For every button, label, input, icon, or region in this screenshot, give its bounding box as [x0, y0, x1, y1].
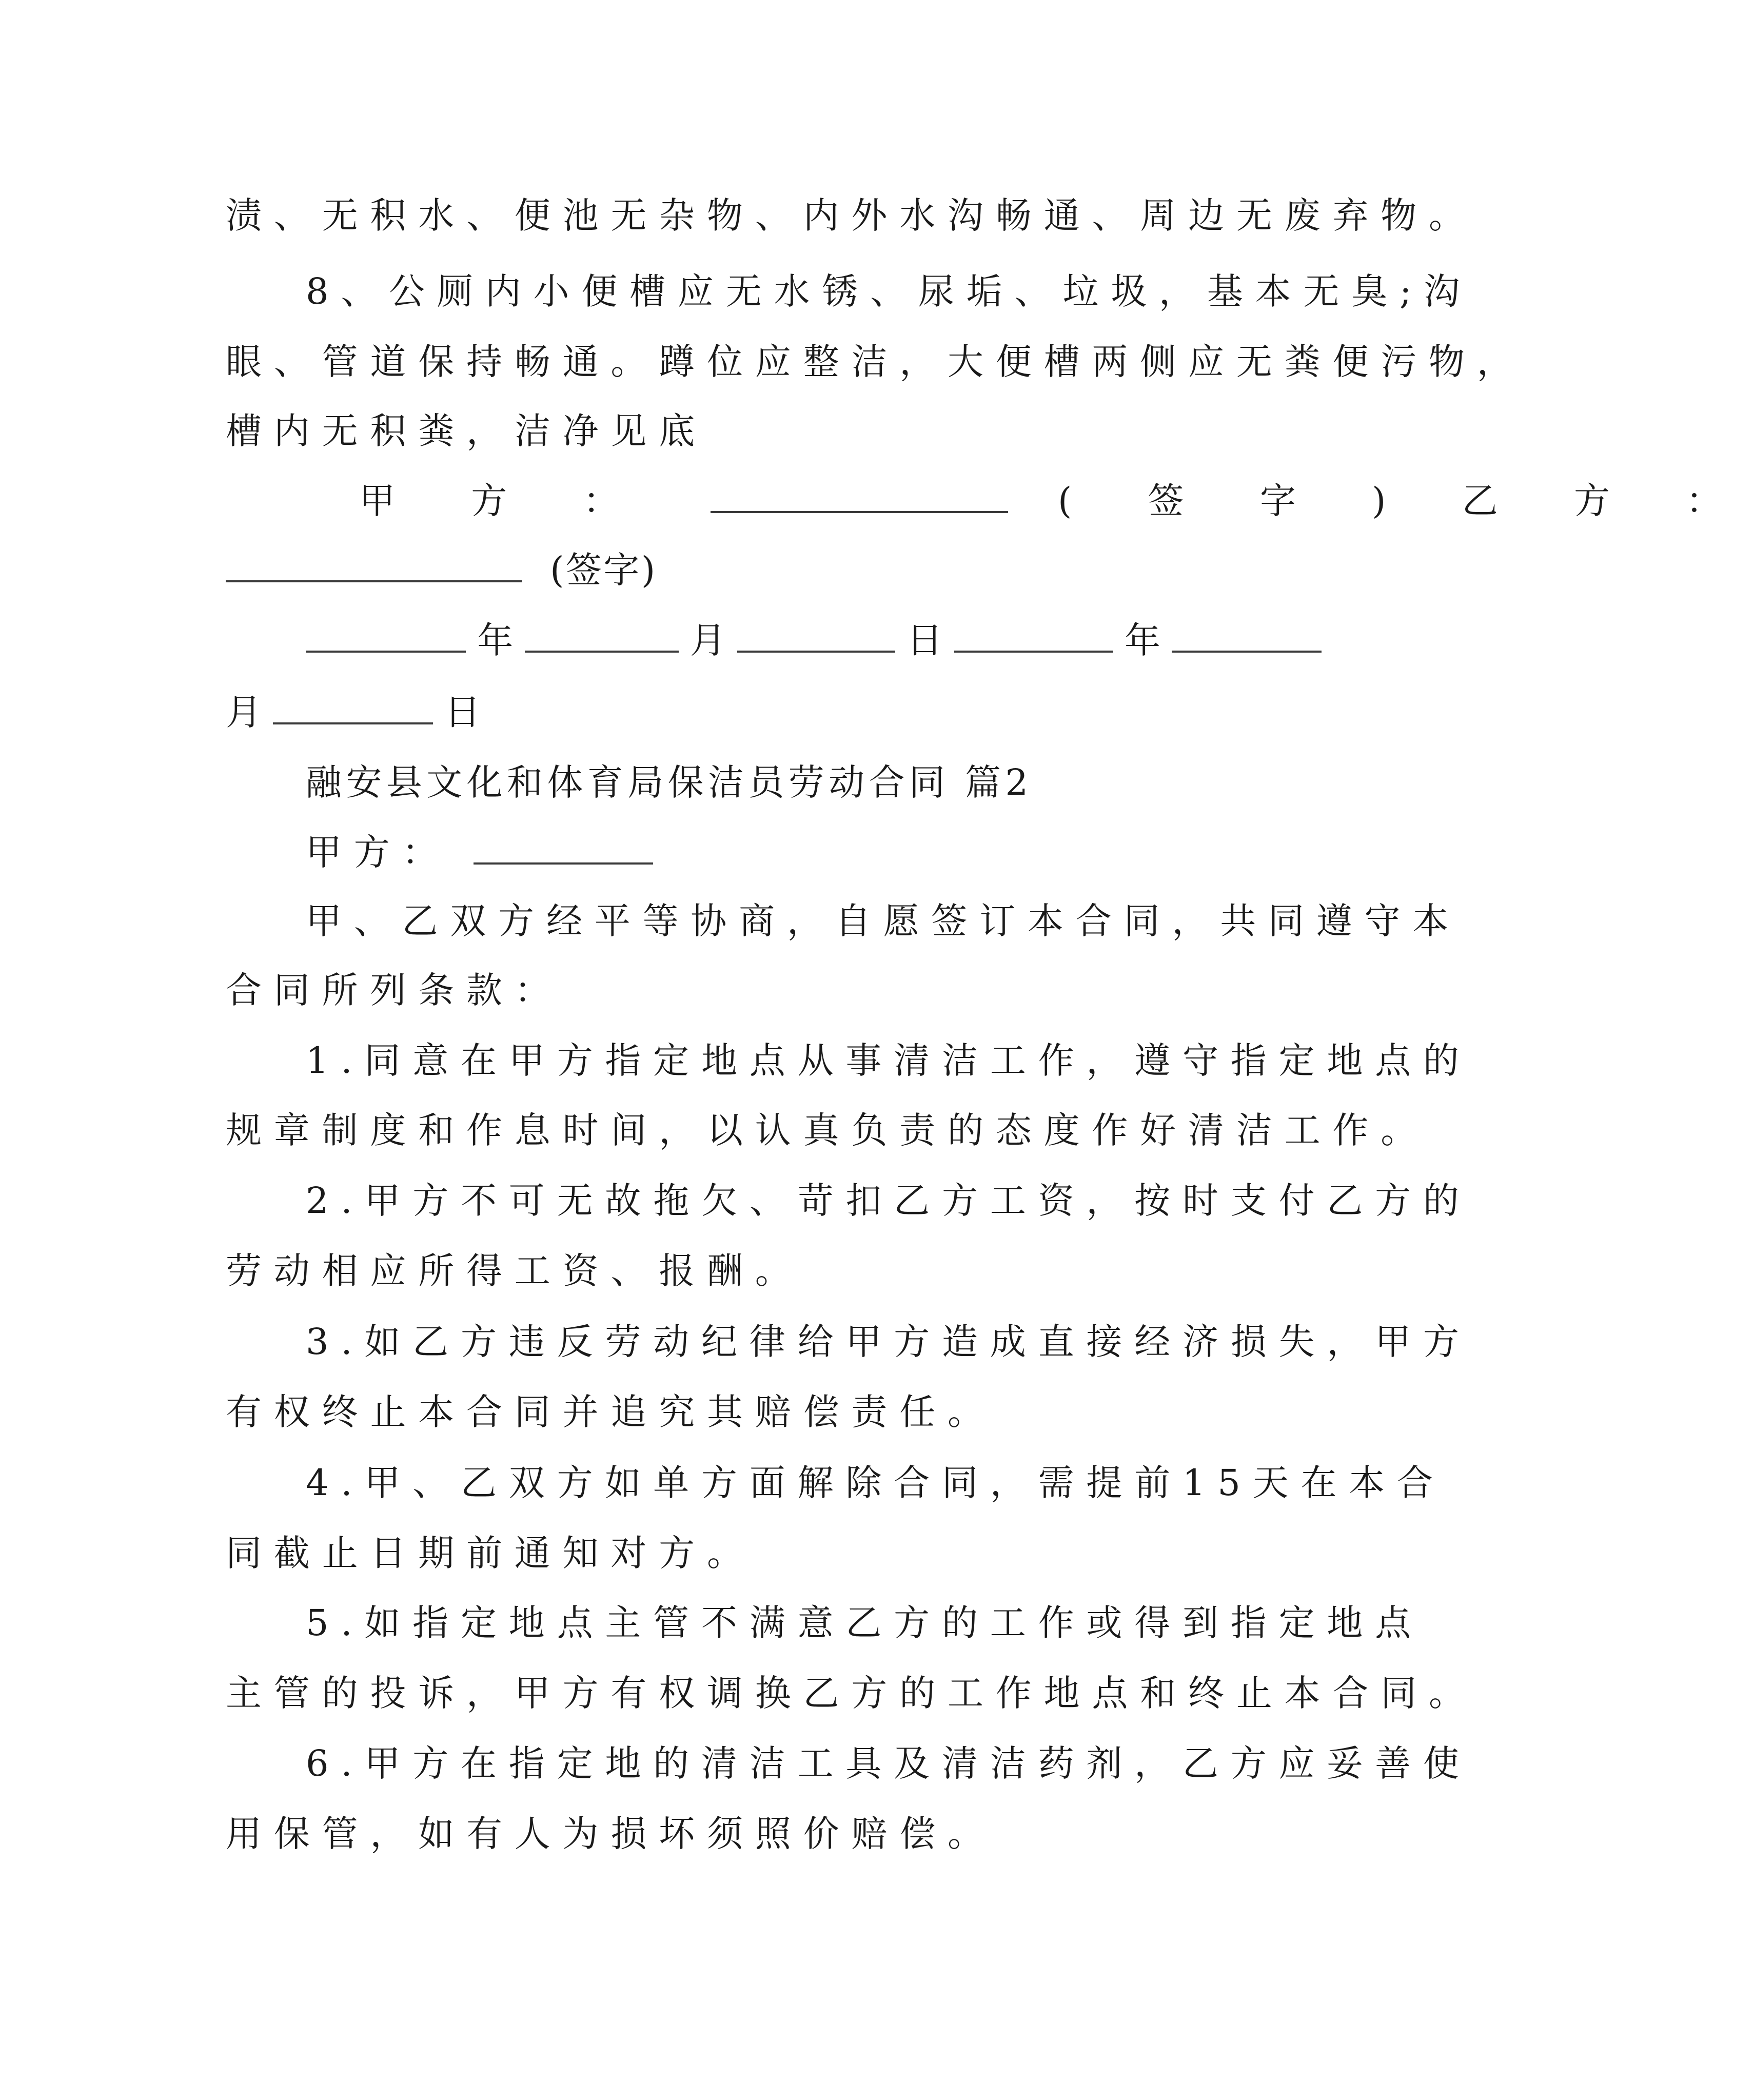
party-a-label: 甲 方 ：: [359, 480, 652, 522]
paragraph-line: 甲、乙双方经平等协商，自愿签订本合同，共同遵守本: [306, 900, 1461, 942]
clause-line: 5.如指定地点主管不满意乙方的工作或得到指定地点: [306, 1602, 1423, 1644]
year-label: 年: [477, 619, 514, 661]
year-blank: [306, 622, 466, 653]
clause-line: 同截止日期前通知对方。: [226, 1532, 755, 1574]
clause-line: 规章制度和作息时间，以认真负责的态度作好清洁工作。: [226, 1109, 1429, 1151]
day-blank: [273, 694, 433, 724]
clause-line: 4.甲、乙双方如单方面解除合同，需提前15天在本合: [306, 1462, 1445, 1504]
paragraph-line: 合同所列条款：: [226, 969, 563, 1011]
day-blank: [737, 622, 895, 653]
year-label: 年: [1124, 619, 1160, 661]
signature-line: [226, 549, 1272, 593]
clause-line: 6.甲方在指定地的清洁工具及清洁药剂，乙方应妥善使: [306, 1742, 1471, 1784]
party-a-line: [306, 831, 1272, 875]
clause-line: 2.甲方不可无故拖欠、苛扣乙方工资，按时支付乙方的: [306, 1180, 1471, 1222]
day-label: 日: [906, 619, 943, 661]
signature-note: ( 签 字 ): [1058, 480, 1418, 522]
year-blank: [954, 622, 1113, 653]
clause-line: 3.如乙方违反劳动纪律给甲方造成直接经济损失，甲方: [306, 1321, 1471, 1363]
party-b-signature-blank: [226, 552, 522, 582]
date-line: [306, 619, 1352, 663]
signature-line: [359, 480, 1754, 523]
paragraph-line: 槽内无积粪，洁净见底: [226, 410, 707, 452]
clause-line: 劳动相应所得工资、报酬。: [226, 1250, 803, 1292]
clause-line: 用保管，如有人为损坏须照价赔偿。: [226, 1813, 996, 1855]
party-a-signature-blank: [711, 482, 1008, 513]
paragraph-line: 眼、管道保持畅通。蹲位应整洁，大便槽两侧应无粪便污物，: [226, 341, 1525, 383]
party-a-label: 甲方：: [306, 831, 450, 873]
paragraph-line: 渍、无积水、便池无杂物、内外水沟畅通、周边无废弃物。: [226, 194, 1477, 237]
signature-note: (签字): [550, 549, 657, 591]
clause-line: 1.同意在甲方指定地点从事清洁工作，遵守指定地点的: [306, 1039, 1471, 1082]
month-blank: [525, 622, 679, 653]
paragraph-line: 8、公厕内小便槽应无水锈、尿垢、垃圾，基本无臭;沟: [306, 270, 1472, 312]
day-label: 日: [444, 691, 481, 733]
party-a-name-blank: [474, 834, 653, 865]
clause-line: 有权终止本合同并追究其赔偿责任。: [226, 1391, 996, 1433]
month-label: 月: [689, 619, 726, 661]
month-label: 月: [226, 691, 262, 733]
month-blank: [1172, 622, 1322, 653]
clause-line: 主管的投诉，甲方有权调换乙方的工作地点和终止本合同。: [226, 1672, 1477, 1714]
party-b-label: 乙 方 ：: [1462, 480, 1754, 522]
section-title: 融安县文化和体育局保洁员劳动合同 篇2: [306, 761, 1033, 803]
date-line: [226, 691, 1272, 735]
